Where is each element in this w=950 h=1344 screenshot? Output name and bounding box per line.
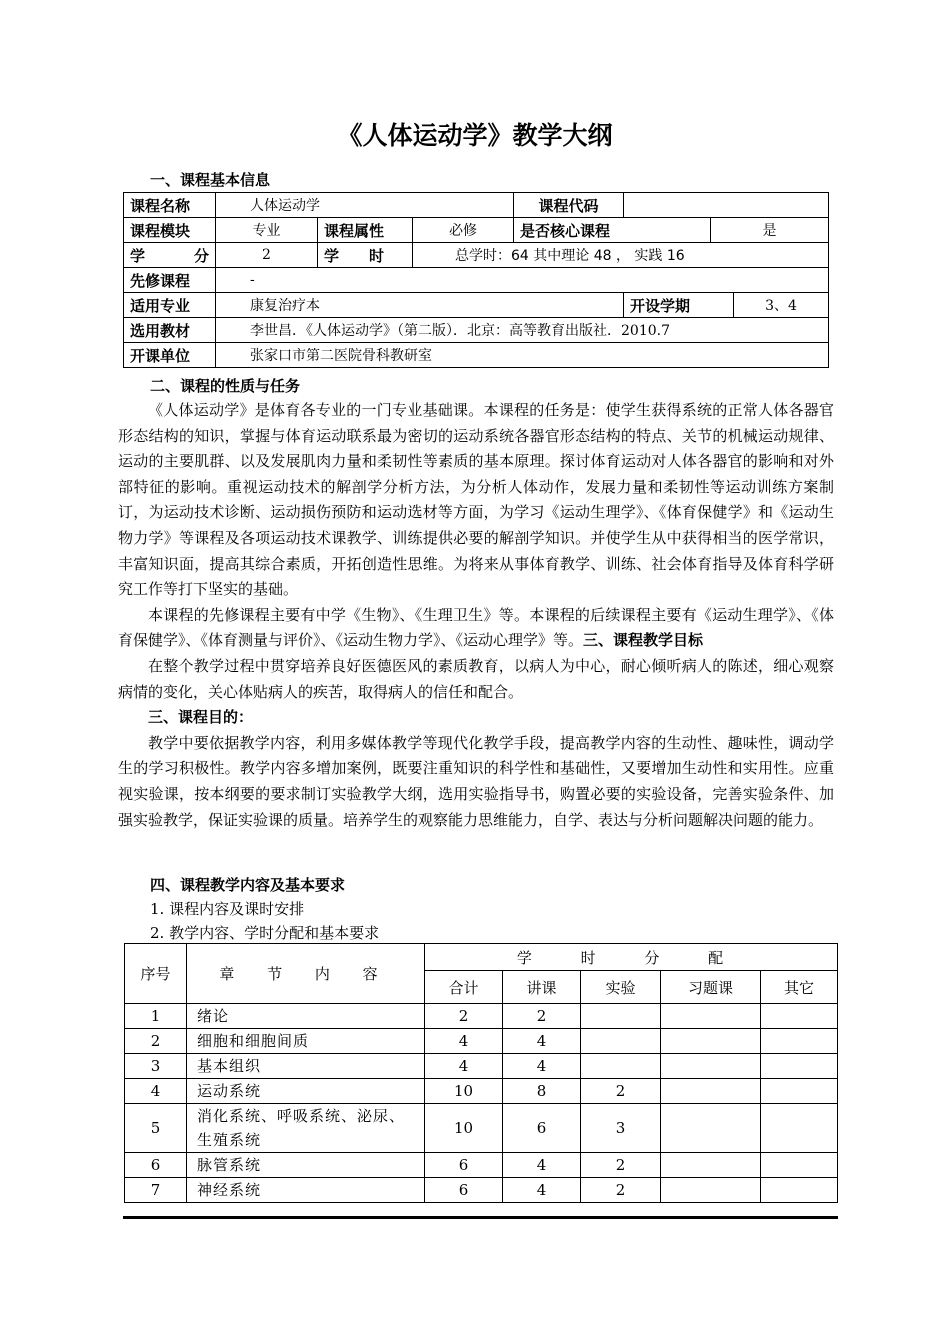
- course-attribute-value: 必修: [413, 218, 514, 243]
- header-lecture: 讲课: [503, 971, 581, 1004]
- subsection-allocation-label: 2. 教学内容、学时分配和基本要求: [150, 924, 380, 942]
- term-value: 3、4: [734, 293, 829, 318]
- course-info-table: [123, 192, 829, 368]
- hours-label: 学 时: [318, 243, 413, 268]
- header-number: 序号: [125, 944, 187, 1004]
- paragraph-objective: 在整个教学过程中贯穿培养良好医德医风的素质教育，以病人为中心，耐心倾听病人的陈述，细心观察病情的变化，关心体贴病人的疾苦，取得病人的信任和配合。: [118, 656, 834, 701]
- section-basic-info-heading: 一、课程基本信息: [150, 171, 271, 189]
- section-content-heading: 四、课程教学内容及基本要求: [150, 876, 346, 894]
- unit-value: 张家口市第二医院骨科教研室: [216, 343, 829, 368]
- table-bottom-rule: [123, 1216, 838, 1219]
- textbook-value: 李世昌．《人体运动学》（第二版）．北京：高等教育出版社．2010.7: [216, 318, 829, 343]
- hours-value: 总学时：64 其中理论 48 ， 实践 16: [413, 243, 829, 268]
- prerequisite-value: -: [216, 268, 829, 293]
- major-value: 康复治疗本: [216, 293, 624, 318]
- inline-objective-heading: 三、课程教学目标: [583, 631, 704, 650]
- major-label: 适用专业: [124, 293, 216, 318]
- unit-label: 开课单位: [124, 343, 216, 368]
- header-hours-allocation: 学 时 分 配: [425, 944, 838, 971]
- info-row-unit: [124, 343, 829, 368]
- info-row-major: [124, 293, 829, 318]
- table-row: 5 消化系统、呼吸系统、泌尿、生殖系统 10 6 3: [125, 1104, 838, 1153]
- course-name-label: 课程名称: [124, 193, 216, 218]
- core-course-value: 是: [711, 218, 829, 243]
- core-course-label: 是否核心课程: [514, 218, 711, 243]
- credit-value: 2: [216, 243, 318, 268]
- table-row: 1 绪论 2 2: [125, 1004, 838, 1029]
- document-title: 《人体运动学》教学大纲: [337, 121, 613, 150]
- info-row-module: [124, 218, 829, 243]
- table-row: 3 基本组织 4 4: [125, 1054, 838, 1079]
- paragraph-prereq: 本课程的先修课程主要有中学《生物》、《生理卫生》等。本课程的后续课程主要有《运动生理学》、《体育保健学》、《体育测量与评价》、《运动生物力学》、《运动心理学》等。三、课程教学目标: [118, 605, 834, 650]
- table-row: 2 细胞和细胞间质 4 4: [125, 1029, 838, 1054]
- course-module-value: 专业: [216, 218, 318, 243]
- course-code-value: [624, 193, 829, 218]
- subsection-schedule-label: 1. 课程内容及课时安排: [150, 900, 305, 918]
- section-nature-heading: 二、课程的性质与任务: [150, 377, 301, 395]
- hours-allocation-table: [124, 943, 838, 1203]
- course-attribute-label: 课程属性: [318, 218, 413, 243]
- table-header-row: [125, 944, 838, 971]
- prerequisite-label: 先修课程: [124, 268, 216, 293]
- paragraph-purpose: 教学中要依据教学内容，利用多媒体教学等现代化教学手段，提高教学内容的生动性、趣味性，调动学生的学习积极性。教学内容多增加案例，既要注重知识的科学性和基础性，又要增加生动性和实用性。应重视实验课，按本纲要的要求制订实验教学大纲，选用实验指导书，购置必要的实验设备，完善实验条件、加强实验教学，保证实验课的质量。培养学生的观察能力思维能力，自学、表达与分析问题解决问题的能力。: [118, 733, 834, 829]
- course-code-label: 课程代码: [514, 193, 624, 218]
- info-row-textbook: [124, 318, 829, 343]
- table-row: 7 神经系统 6 4 2: [125, 1178, 838, 1203]
- section-purpose-heading: 三、课程目的：: [148, 708, 254, 727]
- term-label: 开设学期: [624, 293, 734, 318]
- header-total: 合计: [425, 971, 503, 1004]
- info-row-credit: [124, 243, 829, 268]
- info-row-name: [124, 193, 829, 218]
- header-other: 其它: [761, 971, 838, 1004]
- header-exercise: 习题课: [661, 971, 761, 1004]
- textbook-label: 选用教材: [124, 318, 216, 343]
- table-row: 6 脉管系统 6 4 2: [125, 1153, 838, 1178]
- header-lab: 实验: [581, 971, 661, 1004]
- info-row-prereq: [124, 268, 829, 293]
- body-text-block: [118, 398, 834, 833]
- header-chapter: 章 节 内 容: [187, 944, 425, 1004]
- course-module-label: 课程模块: [124, 218, 216, 243]
- table-row: 4 运动系统 10 8 2: [125, 1079, 838, 1104]
- course-name-value: 人体运动学: [216, 193, 514, 218]
- paragraph-nature: 《人体运动学》是体育各专业的一门专业基础课。本课程的任务是：使学生获得系统的正常人体各器官形态结构的知识，掌握与体育运动联系最为密切的运动系统各器官形态结构的特点、关节的机械运动规律、运动的主要肌群、以及发展肌肉力量和柔韧性等素质的基本原理。探讨体育运动对人体各器官的影响和对外部特征的影响。重视运动技术的解剖学分析方法，为分析人体动作，发展力量和柔韧性等运动训练方案制订，为运动技术诊断、运动损伤预防和运动选材等方面，为学习《运动生理学》、《体育保健学》和《运动生物力学》等课程及各项运动技术课教学、训练提供必要的解剖学知识。并使学生从中获得相当的医学常识，丰富知识面，提高其综合素质，开拓创造性思维。为将来从事体育教学、训练、社会体育指导及体育科学研究工作等打下坚实的基础。: [118, 401, 834, 599]
- credit-label: 学 分: [124, 243, 216, 268]
